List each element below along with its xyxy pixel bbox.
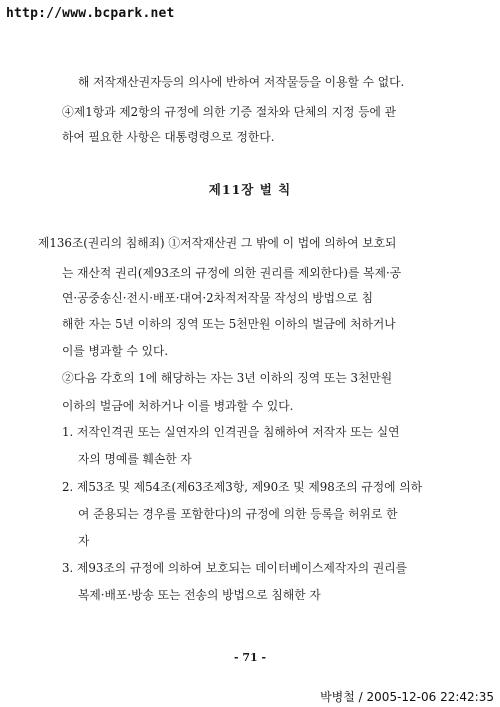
page-number: - 71 - bbox=[233, 651, 267, 664]
article-line-11: 여 준용되는 경우를 포함한다)의 규정에 의한 등록을 허위로 한 bbox=[78, 507, 398, 521]
signature-stamp: 박병철 / 2005-12-06 22:42:35 bbox=[320, 690, 494, 704]
article-line-9: 자의 명예를 훼손한 자 bbox=[78, 452, 192, 466]
body-line-1: 해 저작재산권자등의 의사에 반하여 저작물등을 이용할 수 없다. bbox=[78, 75, 405, 89]
article-line-8: 1. 저작인격권 또는 실연자의 인격권을 침해하여 저작자 또는 실연 bbox=[62, 425, 400, 439]
article-line-12: 자 bbox=[78, 534, 90, 548]
body-line-2: ④제1항과 제2항의 규정에 의한 기증 절차와 단체의 지정 등에 관 bbox=[62, 105, 397, 119]
article-line-14: 복제·배포·방송 또는 전송의 방법으로 침해한 자 bbox=[78, 588, 321, 602]
chapter-heading: 제11장 벌 칙 bbox=[208, 182, 292, 197]
article-line-4: 해한 자는 5년 이하의 징역 또는 5천만원 이하의 벌금에 처하거나 bbox=[62, 317, 396, 331]
watermark-url: http://www.bcpark.net bbox=[6, 6, 175, 21]
article-line-6: ②다음 각호의 1에 해당하는 자는 3년 이하의 징역 또는 3천만원 bbox=[62, 371, 393, 385]
article-line-7: 이하의 벌금에 처하거나 이를 병과할 수 있다. bbox=[62, 399, 294, 413]
article-line-1: 제136조(권리의 침해죄) ①저작재산권 그 밖에 이 법에 의하여 보호되 bbox=[38, 236, 397, 250]
article-line-5: 이를 병과할 수 있다. bbox=[62, 344, 169, 358]
body-line-3: 하여 필요한 사항은 대통령령으로 정한다. bbox=[62, 130, 275, 144]
article-line-3: 연·공중송신·전시·배포·대여·2차적저작물 작성의 방법으로 침 bbox=[62, 291, 374, 305]
article-line-2: 는 재산적 권리(제93조의 규정에 의한 권리를 제외한다)를 복제·공 bbox=[62, 266, 402, 280]
article-line-13: 3. 제93조의 규정에 의하여 보호되는 데이터베이스제작자의 권리를 bbox=[62, 561, 408, 575]
article-line-10: 2. 제53조 및 제54조(제63조제3항, 제90조 및 제98조의 규정에 의하 bbox=[62, 480, 423, 494]
